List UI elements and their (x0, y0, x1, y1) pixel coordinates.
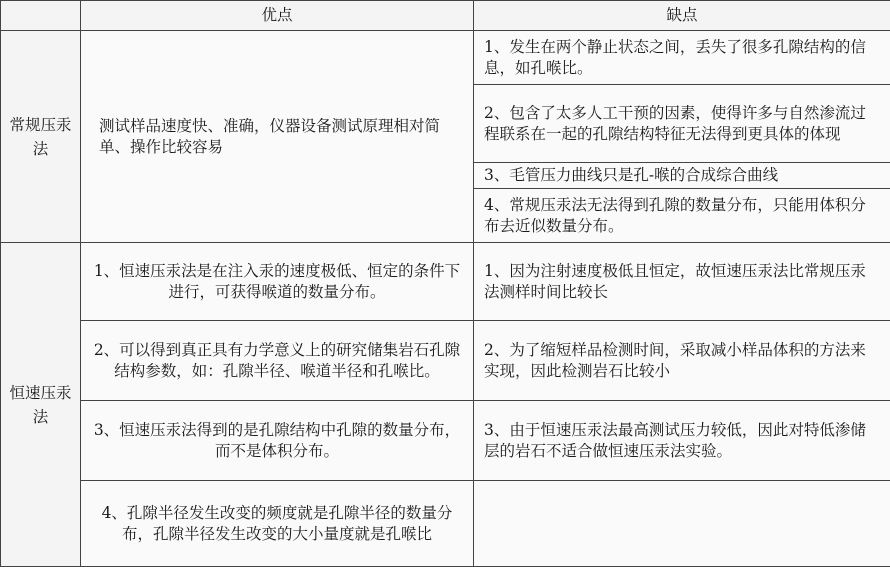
disadvantage-cell: 3、由于恒速压汞法最高测试压力较低，因此对特低渗储层的岩石不适合做恒速压汞法实验。 (474, 401, 890, 481)
header-advantages: 优点 (81, 1, 474, 31)
advantage-cell: 2、可以得到真正具有力学意义上的研究储集岩石孔隙结构参数，如：孔隙半径、喉道半径和孔喉比。 (81, 321, 474, 401)
method-conventional: 常规压汞法 (1, 31, 81, 243)
header-row (1, 1, 890, 31)
method-constant-rate: 恒速压汞法 (1, 243, 81, 567)
table-row (1, 31, 890, 85)
header-method (1, 1, 81, 31)
disadvantage-cell: 2、包含了太多人工干预的因素，使得许多与自然渗流过程联系在一起的孔隙结构特征无法得到更具体的体现 (474, 85, 890, 163)
advantage-cell: 1、恒速压汞法是在注入汞的速度极低、恒定的条件下进行，可获得喉道的数量分布。 (81, 243, 474, 321)
disadvantage-cell: 3、毛管压力曲线只是孔-喉的合成综合曲线 (474, 163, 890, 189)
advantage-cell: 4、孔隙半径发生改变的频度就是孔隙半径的数量分布，孔隙半径发生改变的大小量度就是孔喉比 (81, 481, 474, 567)
disadvantage-cell: 2、为了缩短样品检测时间，采取减小样品体积的方法来实现，因此检测岩石比较小 (474, 321, 890, 401)
advantage-conventional: 测试样品速度快、准确，仪器设备测试原理相对简单、操作比较容易 (81, 31, 474, 243)
table-row (1, 243, 890, 321)
table-row (1, 481, 890, 567)
disadvantage-cell: 1、因为注射速度极低且恒定，故恒速压汞法比常规压汞法测样时间比较长 (474, 243, 890, 321)
table-row (1, 401, 890, 481)
disadvantage-cell: 4、常规压汞法无法得到孔隙的数量分布，只能用体积分布去近似数量分布。 (474, 189, 890, 243)
header-disadvantages: 缺点 (474, 1, 890, 31)
advantage-cell: 3、恒速压汞法得到的是孔隙结构中孔隙的数量分布，而不是体积分布。 (81, 401, 474, 481)
table-row (1, 321, 890, 401)
disadvantage-cell: 1、发生在两个静止状态之间，丢失了很多孔隙结构的信息，如孔喉比。 (474, 31, 890, 85)
disadvantage-cell-empty (474, 481, 890, 567)
